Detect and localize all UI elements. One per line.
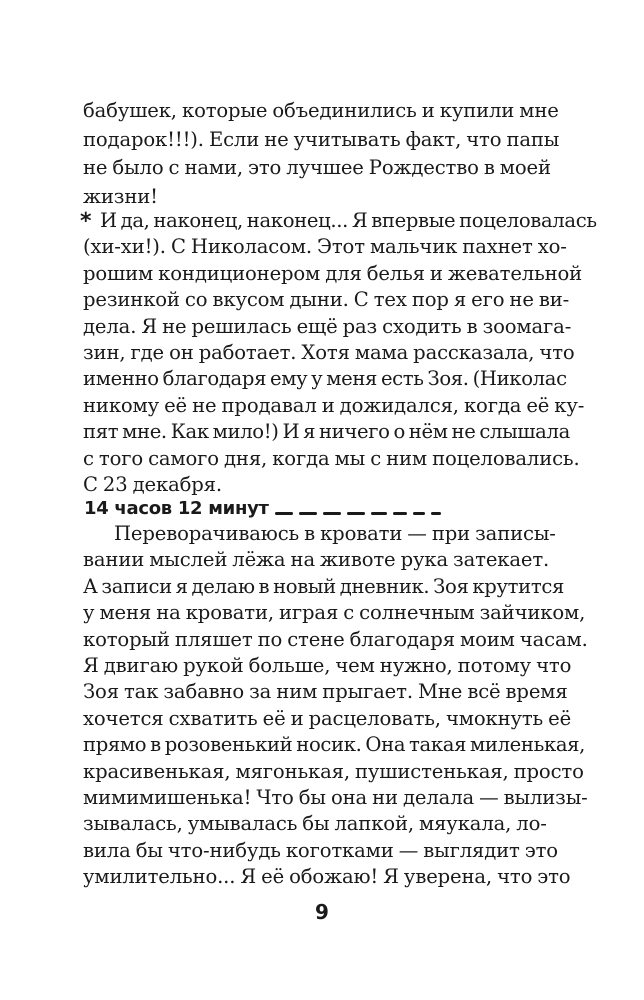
- body-line: хочется схватить её и расцеловать, чмокнуть её: [83, 706, 572, 730]
- text-line: подарок!!!). Если не учитывать факт, что папы: [83, 127, 560, 151]
- body-line: мимимишенька! Что бы она ни делала — вылизы-: [83, 786, 588, 809]
- body-line: зывалась, умывалась бы лапкой, мяукала, ло-: [83, 812, 547, 836]
- bullet-line: рошим кондиционером для белья и жевательной: [83, 261, 583, 285]
- body-line: Переворачиваюсь в кровати — при записы-: [114, 522, 556, 545]
- body-line: вании мыслей лёжа на животе рука затекает.: [83, 548, 550, 572]
- bullet-line: дела. Я не решилась ещё раз сходить в зоомага-: [83, 314, 572, 338]
- dash: [413, 512, 425, 515]
- bullet-line: резинкой со вкусом дыни. С тех пор я его не ви-: [83, 288, 570, 312]
- dash: [371, 512, 387, 515]
- bullet-line: зин, где он работает. Хотя мама рассказала, что: [83, 341, 575, 364]
- dash: [275, 512, 293, 515]
- section-heading-text: 14 часов 12 минут: [84, 498, 269, 519]
- bullet-line: с того самого дня, когда мы с ним поцеловались.: [83, 446, 580, 470]
- text-line: бабушек, которые объединились и купили мне: [83, 99, 559, 122]
- dash: [323, 512, 341, 515]
- text-line: не было с нами, это лучшее Рождество в моей: [83, 156, 551, 180]
- body-line: красивенькая, мягонькая, пушистенькая, просто: [83, 759, 584, 783]
- body-line: Я двигаю рукой больше, чем нужно, потому что: [83, 654, 572, 677]
- body-line: А записи я делаю в новый дневник. Зоя крутится: [83, 574, 564, 598]
- body-line: вила бы что-нибудь коготками — выглядит это: [83, 838, 558, 862]
- bullet-line: никому её не продавал и дожидался, когда её ку-: [83, 393, 585, 417]
- dash: [431, 512, 441, 515]
- dash: [347, 512, 365, 515]
- page-number: 9: [315, 900, 329, 924]
- bullet-line: именно благодаря ему у меня есть Зоя. (Николас: [83, 367, 567, 391]
- bullet-line: пят мне. Как мило!) И я ничего о нём не слышала: [83, 420, 570, 444]
- body-line: Зоя так забавно за ним прыгает. Мне всё время: [83, 680, 568, 704]
- dash: [299, 512, 317, 515]
- body-line: прямо в розовенький носик. Она такая миленькая,: [83, 733, 586, 757]
- bullet-line: С 23 декабря.: [83, 473, 222, 496]
- dash: [393, 512, 407, 515]
- text-line: жизни!: [83, 184, 158, 208]
- bullet-line: (хи-хи!). С Николасом. Этот мальчик пахнет хо-: [83, 235, 567, 259]
- bullet-line: И да, наконец, наконец... Я впервые поцеловалась: [100, 209, 597, 232]
- body-line: у меня на кровати, играя с солнечным зайчиком,: [83, 601, 586, 625]
- asterisk-bullet-icon: *: [80, 209, 92, 234]
- body-line: который пляшет по стене благодаря моим часам.: [83, 627, 588, 651]
- body-line: умилительно... Я её обожаю! Я уверена, что это: [83, 865, 571, 889]
